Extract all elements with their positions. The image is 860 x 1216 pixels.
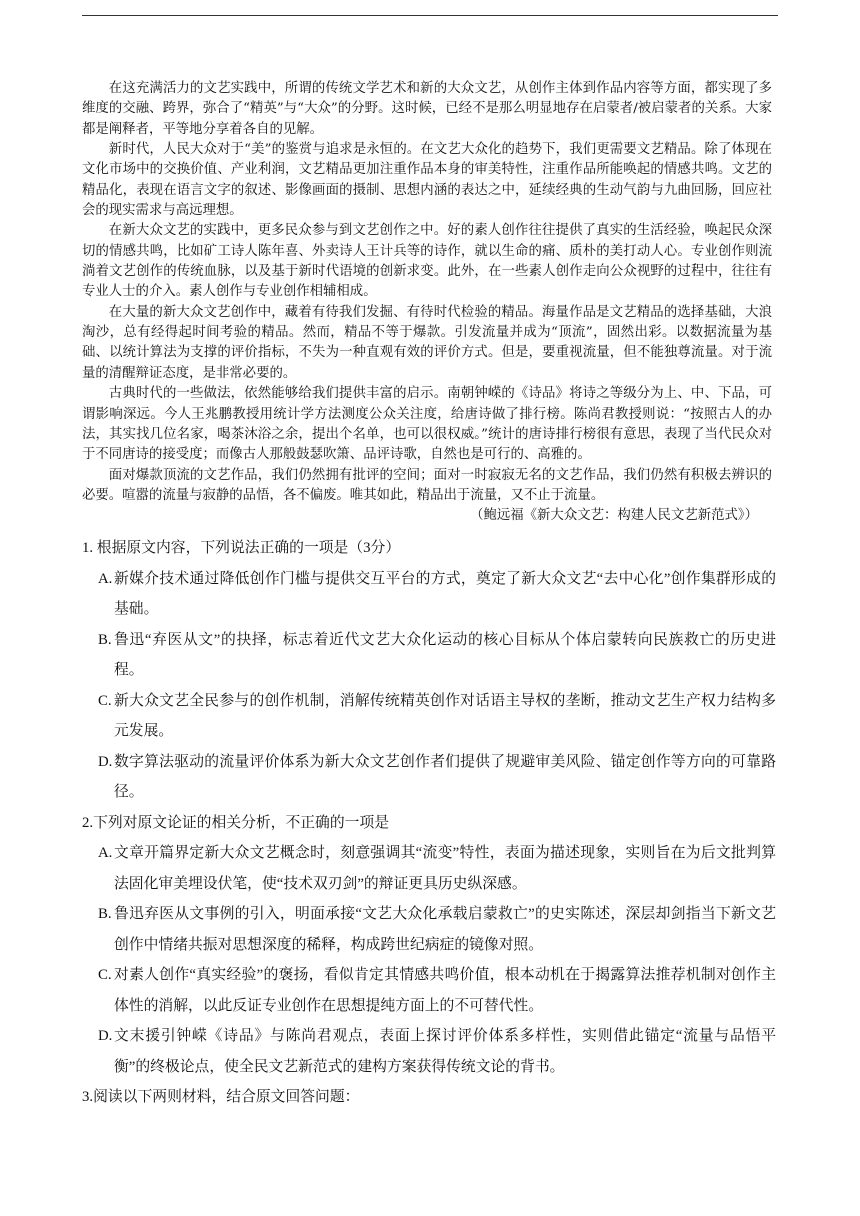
option-d xyxy=(82,1021,776,1082)
passage-paragraph-5: 古典时代的一些做法，依然能够给我们提供丰富的启示。南朝钟嵘的《诗品》将诗之等级分为上、中、下品，可谓影响深远。今人王兆鹏教授用统计学方法测度公众关注度，给唐诗做了排行榜。陈尚君教授则说：“按照古人的办法，其实找几位名家，喝茶沐浴之余，提出个名单，也可以很权威。”统计的唐诗排行榜很有意思，表现了当代民众对于不同唐诗的接受度；而像古人那般鼓瑟吹箫、品评诗歌，自然也是可行的、高雅的。 xyxy=(82,386,772,463)
option-letter: C. xyxy=(98,967,112,983)
option-d xyxy=(82,747,776,808)
passage-source: （鲍远福《新大众文艺：构建人民文艺新范式》） xyxy=(470,508,758,524)
top-rule xyxy=(82,15,778,16)
option-text: 文末援引钟嵘《诗品》与陈尚君观点，表面上探讨评价体系多样性，实则借此锚定“流量与品悟平衡”的终极论点，使全民文艺新范式的建构方案获得传统文论的背书。 xyxy=(114,1028,776,1075)
question-stem: 1. 根据原文内容，下列说法正确的一项是（3分） xyxy=(82,540,401,556)
option-letter: A. xyxy=(98,845,113,861)
option-letter: A. xyxy=(98,570,113,587)
passage-paragraph-2: 新时代，人民大众对于“美”的鉴赏与追求是永恒的。在文艺大众化的趋势下，我们更需要文艺精品。除了体现在文化市场中的交换价值、产业利润，文艺精品更加注重作品本身的审美特性，注重作品所能唤起的情感共鸣。文艺的精品化，表现在语言文字的叙述、影像画面的摄制、思想内涵的表达之中，延续经典的生动气韵与九曲回肠，回应社会的现实需求与高远理想。 xyxy=(82,142,772,219)
option-text: 鲁迅“弃医从文”的抉择，标志着近代文艺大众化运动的核心目标从个体启蒙转向民族救亡的历史进程。 xyxy=(114,631,776,678)
option-text: 新媒介技术通过降低创作门槛与提供交互平台的方式，奠定了新大众文艺“去中心化”创作集群形成的基础。 xyxy=(114,570,776,617)
question-stem: 2.下列对原文论证的相关分析，不正确的一项是 xyxy=(82,814,390,831)
option-c xyxy=(82,960,776,1021)
question-3 xyxy=(82,1082,776,1113)
option-b xyxy=(82,899,776,960)
option-c xyxy=(82,686,776,747)
question-2 xyxy=(82,808,776,1083)
passage-paragraph-1: 在这充满活力的文艺实践中，所谓的传统文学艺术和新的大众文艺，从创作主体到作品内容等方面，都实现了多维度的交融、跨界，弥合了“精英”与“大众”的分野。这时候，已经不是那么明显地存在启蒙者/被启蒙者的关系。大家都是阐释者，平等地分享着各自的见解。 xyxy=(82,81,772,137)
reading-passage xyxy=(82,79,772,527)
question-1 xyxy=(82,533,776,808)
passage-paragraph-4: 在大量的新大众文艺创作中，藏着有待我们发掘、有待时代检验的精品。海量作品是文艺精品的选择基础，大浪淘沙，总有经得起时间考验的精品。然而，精品不等于爆款。引发流量并成为“顶流”，固然出彩。以数据流量为基础、以统计算法为支撑的评价指标，不失为一种直观有效的评价方式。但是，要重视流量，但不能独尊流量。对于流量的清醒辩证态度，是非常必要的。 xyxy=(82,304,772,381)
option-text: 文章开篇界定新大众文艺概念时，刻意强调其“流变”特性，表面为描述现象，实则旨在为后文批判算法固化审美埋设伏笔，使“技术双刃剑”的辩证更具历史纵深感。 xyxy=(114,845,776,892)
option-text: 数字算法驱动的流量评价体系为新大众文艺创作者们提供了规避审美风险、锚定创作等方向的可靠路径。 xyxy=(114,753,776,800)
option-a xyxy=(82,564,776,625)
option-letter: D. xyxy=(98,753,113,770)
option-a xyxy=(82,838,776,899)
passage-paragraph-6: 面对爆款顶流的文艺作品，我们仍然拥有批评的空间；面对一时寂寂无名的文艺作品，我们仍然有积极去辨识的必要。喧嚣的流量与寂静的品悟，各不偏废。唯其如此，精品出于流量，又不止于流量。 xyxy=(82,467,772,503)
option-text: 新大众文艺全民参与的创作机制，消解传统精英创作对话语主导权的垄断，推动文艺生产权力结构多元发展。 xyxy=(114,692,776,739)
option-text: 鲁迅弃医从文事例的引入，明面承接“文艺大众化承载启蒙救亡”的史实陈述，深层却剑指当下新文艺创作中情绪共振对思想深度的稀释，构成跨世纪病症的镜像对照。 xyxy=(114,906,776,953)
passage-paragraph-3: 在新大众文艺的实践中，更多民众参与到文艺创作之中。好的素人创作往往提供了真实的生活经验，唤起民众深切的情感共鸣，比如矿工诗人陈年喜、外卖诗人王计兵等的诗作，就以生命的痛、质朴的美打动人心。专业创作则流淌着文艺创作的传统血脉，以及基于新时代语境的创新求变。此外，在一些素人创作走向公众视野的过程中，往往有专业人士的介入。素人创作与专业创作相辅相成。 xyxy=(82,223,772,300)
option-letter: B. xyxy=(98,906,112,922)
option-letter: C. xyxy=(98,692,112,709)
option-text: 对素人创作“真实经验”的褒扬，看似肯定其情感共鸣价值，根本动机在于揭露算法推荐机制对创作主体性的消解，以此反证专业创作在思想提纯方面上的不可替代性。 xyxy=(114,967,776,1014)
option-b xyxy=(82,625,776,686)
question-list xyxy=(82,533,776,1113)
option-letter: B. xyxy=(98,631,112,648)
option-letter: D. xyxy=(98,1028,113,1044)
question-stem: 3.阅读以下两则材料，结合原文回答问题： xyxy=(82,1089,360,1105)
